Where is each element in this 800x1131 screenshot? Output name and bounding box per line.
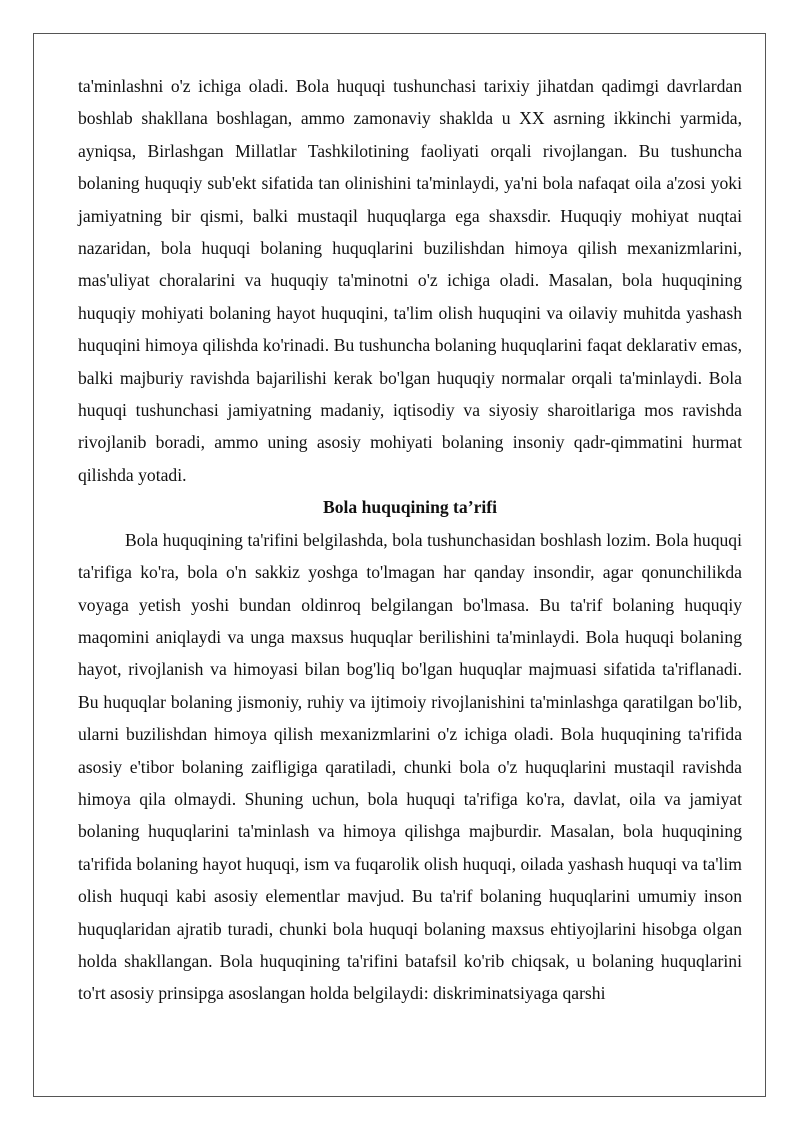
- paragraph: ta'minlashni o'z ichiga oladi. Bola huquqi tushunchasi tarixiy jihatdan qadimgi davrlardan boshlab shakllana boshlagan, ammo zamonaviy shaklda u XX asrning ikkinchi yarmida, ayniqsa, Birlashgan Millatlar Tashkilotining faoliyati orqali rivojlangan. Bu tushuncha bolaning huquqiy sub'ekt sifatida tan olinishini ta'minlaydi, ya'ni bola nafaqat oila a'zosi yoki jamiyatning bir qismi, balki mustaqil huquqlarga ega shaxsdir. Huquqiy mohiyat nuqtai nazaridan, bola huquqi bolaning huquqlarini buzilishdan himoya qilish mexanizmlarini, mas'uliyat choralarini va huquqiy ta'minotni o'z ichiga oladi. Masalan, bola huquqining huquqiy mohiyati bolaning hayot huquqini, ta'lim olish huquqini va oilaviy muhitda yashash huquqini himoya qilishda ko'rinadi. Bu tushuncha bolaning huquqlarini faqat deklarativ emas, balki majburiy ravishda bajarilishi kerak bo'lgan huquqiy normalar orqali ta'minlaydi. Bola huquqi tushunchasi jamiyatning madaniy, iqtisodiy va siyosiy sharoitlariga mos ravishda rivojlanib boradi, ammo uning asosiy mohiyati bolaning insoniy qadr-qimmatini hurmat qilishda yotadi.: [78, 76, 742, 485]
- document-body: [78, 70, 742, 1010]
- section-heading: Bola huquqining ta’rifi: [322, 497, 498, 518]
- paragraph: Bola huquqining ta'rifini belgilashda, bola tushunchasidan boshlash lozim. Bola huquqi ta'rifiga ko'ra, bola o'n sakkiz yoshga to'lmagan har qanday insondir, agar qonunchilikda voyaga yetish yoshi bundan oldinroq belgilangan bo'lmasa. Bu ta'rif bolaning huquqiy maqomini aniqlaydi va unga maxsus huquqlar berilishini ta'minlaydi. Bola huquqi bolaning hayot, rivojlanish va himoyasi bilan bog'liq bo'lgan huquqlar majmuasi sifatida ta'riflanadi. Bu huquqlar bolaning jismoniy, ruhiy va ijtimoiy rivojlanishini ta'minlashga qaratilgan bo'lib, ularni buzilishdan himoya qilish mexanizmlarini o'z ichiga oladi. Bola huquqining ta'rifida asosiy e'tibor bolaning zaifligiga qaratiladi, chunki bola o'z huquqlarini mustaqil ravishda himoya qila olmaydi. Shuning uchun, bola huquqi ta'rifiga ko'ra, davlat, oila va jamiyat bolaning huquqlarini ta'minlash va himoya qilishga majburdir. Masalan, bola huquqining ta'rifida bolaning hayot huquqi, ism va fuqarolik olish huquqi, oilada yashash huquqi va ta'lim olish huquqi kabi asosiy elementlar mavjud. Bu ta'rif bolaning huquqlarini umumiy inson huquqlaridan ajratib turadi, chunki bola huquqi bolaning maxsus ehtiyojlarini hisobga olgan holda shakllangan. Bola huquqining ta'rifini batafsil ko'rib chiqsak, u bolaning huquqlarini to'rt asosiy prinsipga asoslangan holda belgilaydi: diskriminatsiyaga qarshi: [78, 529, 742, 1004]
